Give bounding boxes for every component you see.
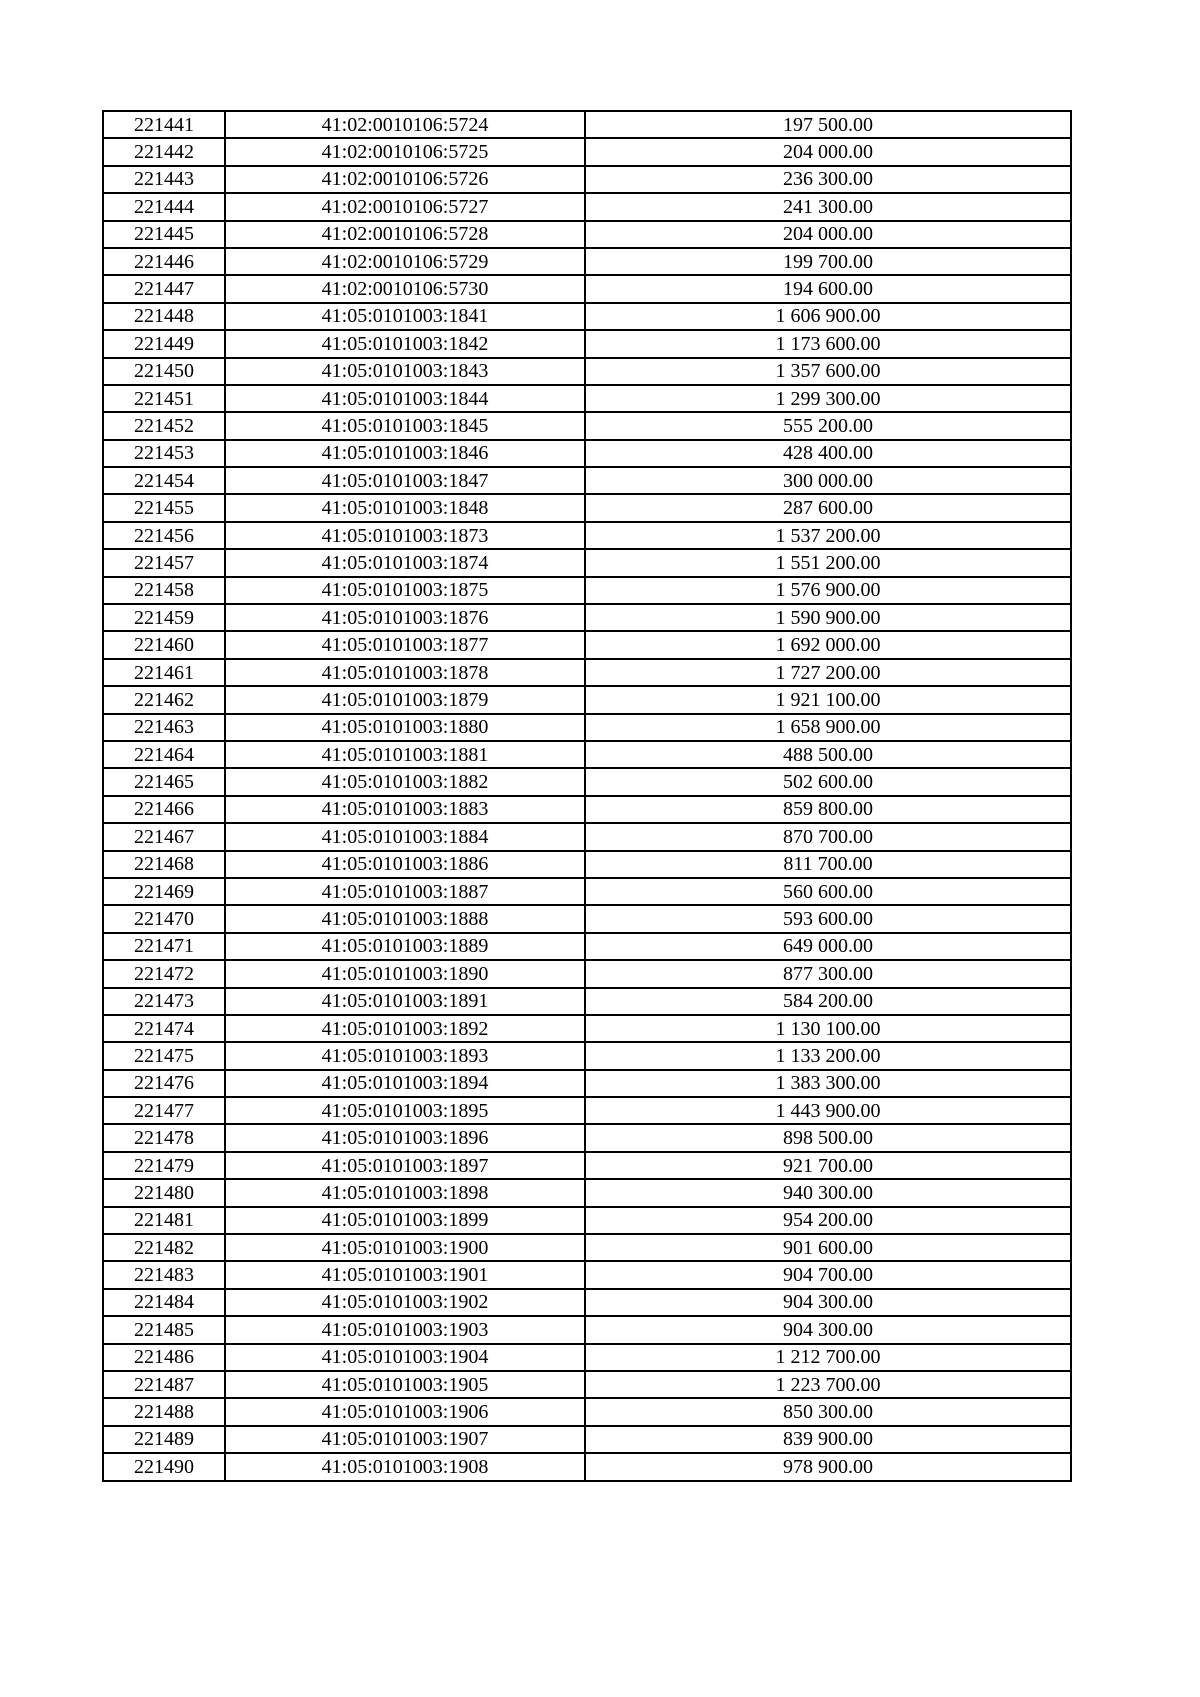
cadastral-value-cell: 197 500.00 (585, 111, 1071, 138)
table-body (103, 111, 1071, 1481)
cadastral-value-cell: 1 921 100.00 (585, 686, 1071, 713)
cadastral-value-cell: 1 576 900.00 (585, 577, 1071, 604)
table-row (103, 878, 1071, 905)
cadastral-number-cell: 41:05:0101003:1894 (225, 1070, 585, 1097)
cadastral-value-cell: 241 300.00 (585, 193, 1071, 220)
row-number-cell: 221460 (103, 631, 225, 658)
row-number-cell: 221468 (103, 851, 225, 878)
cadastral-number-cell: 41:02:0010106:5727 (225, 193, 585, 220)
row-number-cell: 221461 (103, 659, 225, 686)
table-row (103, 905, 1071, 932)
cadastral-number-cell: 41:05:0101003:1847 (225, 467, 585, 494)
table-row (103, 330, 1071, 357)
cadastral-number-cell: 41:05:0101003:1893 (225, 1042, 585, 1069)
cadastral-value-cell: 502 600.00 (585, 768, 1071, 795)
cadastral-number-cell: 41:05:0101003:1878 (225, 659, 585, 686)
cadastral-number-cell: 41:05:0101003:1899 (225, 1207, 585, 1234)
cadastral-value-cell: 1 212 700.00 (585, 1344, 1071, 1371)
cadastral-number-cell: 41:05:0101003:1892 (225, 1015, 585, 1042)
cadastral-value-cell: 870 700.00 (585, 823, 1071, 850)
row-number-cell: 221489 (103, 1426, 225, 1453)
row-number-cell: 221449 (103, 330, 225, 357)
table-row (103, 221, 1071, 248)
cadastral-value-cell: 1 658 900.00 (585, 714, 1071, 741)
table-row (103, 1124, 1071, 1151)
table-row (103, 111, 1071, 138)
row-number-cell: 221473 (103, 988, 225, 1015)
cadastral-number-cell: 41:05:0101003:1889 (225, 933, 585, 960)
row-number-cell: 221464 (103, 741, 225, 768)
row-number-cell: 221448 (103, 303, 225, 330)
cadastral-number-cell: 41:05:0101003:1908 (225, 1453, 585, 1480)
cadastral-value-cell: 428 400.00 (585, 440, 1071, 467)
row-number-cell: 221466 (103, 796, 225, 823)
cadastral-value-cell: 593 600.00 (585, 905, 1071, 932)
row-number-cell: 221475 (103, 1042, 225, 1069)
row-number-cell: 221485 (103, 1316, 225, 1343)
row-number-cell: 221441 (103, 111, 225, 138)
table-row (103, 522, 1071, 549)
cadastral-number-cell: 41:05:0101003:1904 (225, 1344, 585, 1371)
cadastral-value-cell: 1 130 100.00 (585, 1015, 1071, 1042)
table-row (103, 1316, 1071, 1343)
cadastral-value-cell: 560 600.00 (585, 878, 1071, 905)
row-number-cell: 221445 (103, 221, 225, 248)
table-row (103, 166, 1071, 193)
row-number-cell: 221462 (103, 686, 225, 713)
row-number-cell: 221442 (103, 138, 225, 165)
cadastral-number-cell: 41:05:0101003:1905 (225, 1371, 585, 1398)
cadastral-value-cell: 1 223 700.00 (585, 1371, 1071, 1398)
cadastral-number-cell: 41:05:0101003:1897 (225, 1152, 585, 1179)
table-row (103, 1152, 1071, 1179)
cadastral-number-cell: 41:05:0101003:1875 (225, 577, 585, 604)
cadastral-value-cell: 1 383 300.00 (585, 1070, 1071, 1097)
cadastral-number-cell: 41:05:0101003:1879 (225, 686, 585, 713)
row-number-cell: 221488 (103, 1398, 225, 1425)
row-number-cell: 221457 (103, 549, 225, 576)
cadastral-number-cell: 41:05:0101003:1843 (225, 358, 585, 385)
cadastral-value-cell: 584 200.00 (585, 988, 1071, 1015)
cadastral-value-cell: 300 000.00 (585, 467, 1071, 494)
cadastral-value-cell: 287 600.00 (585, 494, 1071, 521)
table-row (103, 1398, 1071, 1425)
row-number-cell: 221480 (103, 1179, 225, 1206)
row-number-cell: 221458 (103, 577, 225, 604)
row-number-cell: 221476 (103, 1070, 225, 1097)
table-row (103, 1344, 1071, 1371)
cadastral-number-cell: 41:05:0101003:1907 (225, 1426, 585, 1453)
table-row (103, 303, 1071, 330)
cadastral-value-cell: 839 900.00 (585, 1426, 1071, 1453)
cadastral-number-cell: 41:05:0101003:1877 (225, 631, 585, 658)
cadastral-value-cell: 488 500.00 (585, 741, 1071, 768)
row-number-cell: 221465 (103, 768, 225, 795)
cadastral-number-cell: 41:05:0101003:1886 (225, 851, 585, 878)
table-row (103, 686, 1071, 713)
cadastral-value-cell: 901 600.00 (585, 1234, 1071, 1261)
table-row (103, 933, 1071, 960)
cadastral-value-cell: 940 300.00 (585, 1179, 1071, 1206)
cadastral-number-cell: 41:02:0010106:5724 (225, 111, 585, 138)
table-row (103, 1426, 1071, 1453)
row-number-cell: 221451 (103, 385, 225, 412)
table-row (103, 1453, 1071, 1480)
table-row (103, 385, 1071, 412)
table-row (103, 823, 1071, 850)
cadastral-value-cell: 1 606 900.00 (585, 303, 1071, 330)
cadastral-number-cell: 41:05:0101003:1873 (225, 522, 585, 549)
table-row (103, 275, 1071, 302)
row-number-cell: 221456 (103, 522, 225, 549)
table-row (103, 494, 1071, 521)
table-row (103, 604, 1071, 631)
cadastral-number-cell: 41:05:0101003:1884 (225, 823, 585, 850)
cadastral-number-cell: 41:05:0101003:1902 (225, 1289, 585, 1316)
cadastral-number-cell: 41:05:0101003:1881 (225, 741, 585, 768)
cadastral-value-cell: 649 000.00 (585, 933, 1071, 960)
cadastral-number-cell: 41:05:0101003:1880 (225, 714, 585, 741)
cadastral-number-cell: 41:05:0101003:1841 (225, 303, 585, 330)
table-row (103, 549, 1071, 576)
row-number-cell: 221490 (103, 1453, 225, 1480)
table-row (103, 467, 1071, 494)
cadastral-number-cell: 41:05:0101003:1906 (225, 1398, 585, 1425)
table-row (103, 1179, 1071, 1206)
table-row (103, 440, 1071, 467)
table-row (103, 988, 1071, 1015)
cadastral-value-cell: 236 300.00 (585, 166, 1071, 193)
table-row (103, 1234, 1071, 1261)
row-number-cell: 221474 (103, 1015, 225, 1042)
row-number-cell: 221483 (103, 1261, 225, 1288)
table-row (103, 714, 1071, 741)
cadastral-number-cell: 41:05:0101003:1883 (225, 796, 585, 823)
table-row (103, 659, 1071, 686)
row-number-cell: 221454 (103, 467, 225, 494)
cadastral-number-cell: 41:05:0101003:1901 (225, 1261, 585, 1288)
row-number-cell: 221471 (103, 933, 225, 960)
row-number-cell: 221459 (103, 604, 225, 631)
row-number-cell: 221444 (103, 193, 225, 220)
row-number-cell: 221467 (103, 823, 225, 850)
cadastral-value-cell: 859 800.00 (585, 796, 1071, 823)
row-number-cell: 221472 (103, 960, 225, 987)
cadastral-number-cell: 41:05:0101003:1890 (225, 960, 585, 987)
cadastral-value-cell: 921 700.00 (585, 1152, 1071, 1179)
cadastral-value-cell: 194 600.00 (585, 275, 1071, 302)
cadastral-number-cell: 41:05:0101003:1887 (225, 878, 585, 905)
table-row (103, 193, 1071, 220)
cadastral-value-cell: 199 700.00 (585, 248, 1071, 275)
table-row (103, 631, 1071, 658)
cadastral-value-cell: 904 700.00 (585, 1261, 1071, 1288)
table-row (103, 248, 1071, 275)
row-number-cell: 221479 (103, 1152, 225, 1179)
cadastral-value-cell: 1 692 000.00 (585, 631, 1071, 658)
table-row (103, 1207, 1071, 1234)
cadastral-number-cell: 41:05:0101003:1891 (225, 988, 585, 1015)
row-number-cell: 221481 (103, 1207, 225, 1234)
cadastral-value-cell: 555 200.00 (585, 412, 1071, 439)
row-number-cell: 221478 (103, 1124, 225, 1151)
cadastral-value-cell: 204 000.00 (585, 221, 1071, 248)
cadastral-number-cell: 41:05:0101003:1882 (225, 768, 585, 795)
table-row (103, 796, 1071, 823)
cadastral-value-cell: 1 537 200.00 (585, 522, 1071, 549)
cadastral-value-cell: 204 000.00 (585, 138, 1071, 165)
row-number-cell: 221455 (103, 494, 225, 521)
cadastral-number-cell: 41:05:0101003:1876 (225, 604, 585, 631)
cadastral-number-cell: 41:02:0010106:5726 (225, 166, 585, 193)
table-row (103, 768, 1071, 795)
cadastral-number-cell: 41:05:0101003:1874 (225, 549, 585, 576)
table-row (103, 1070, 1071, 1097)
cadastral-number-cell: 41:05:0101003:1846 (225, 440, 585, 467)
table-row (103, 412, 1071, 439)
cadastral-number-cell: 41:05:0101003:1900 (225, 1234, 585, 1261)
table-row (103, 851, 1071, 878)
cadastral-value-cell: 898 500.00 (585, 1124, 1071, 1151)
row-number-cell: 221450 (103, 358, 225, 385)
cadastral-number-cell: 41:02:0010106:5729 (225, 248, 585, 275)
cadastral-value-cell: 850 300.00 (585, 1398, 1071, 1425)
table-row (103, 960, 1071, 987)
cadastral-number-cell: 41:02:0010106:5730 (225, 275, 585, 302)
cadastral-value-cell: 1 551 200.00 (585, 549, 1071, 576)
cadastral-value-cell: 1 443 900.00 (585, 1097, 1071, 1124)
cadastral-value-cell: 1 590 900.00 (585, 604, 1071, 631)
cadastral-number-cell: 41:05:0101003:1898 (225, 1179, 585, 1206)
cadastral-value-cell: 1 357 600.00 (585, 358, 1071, 385)
table-row (103, 358, 1071, 385)
row-number-cell: 221447 (103, 275, 225, 302)
row-number-cell: 221463 (103, 714, 225, 741)
row-number-cell: 221446 (103, 248, 225, 275)
cadastral-number-cell: 41:05:0101003:1896 (225, 1124, 585, 1151)
row-number-cell: 221453 (103, 440, 225, 467)
row-number-cell: 221482 (103, 1234, 225, 1261)
cadastral-value-cell: 877 300.00 (585, 960, 1071, 987)
table-row (103, 1042, 1071, 1069)
row-number-cell: 221484 (103, 1289, 225, 1316)
cadastral-number-cell: 41:05:0101003:1845 (225, 412, 585, 439)
table-row (103, 1015, 1071, 1042)
cadastral-value-cell: 811 700.00 (585, 851, 1071, 878)
cadastral-number-cell: 41:05:0101003:1903 (225, 1316, 585, 1343)
cadastral-value-cell: 904 300.00 (585, 1316, 1071, 1343)
table-row (103, 1261, 1071, 1288)
cadastral-value-cell: 1 173 600.00 (585, 330, 1071, 357)
cadastral-value-cell: 1 299 300.00 (585, 385, 1071, 412)
row-number-cell: 221452 (103, 412, 225, 439)
table-row (103, 1289, 1071, 1316)
cadastral-value-cell: 954 200.00 (585, 1207, 1071, 1234)
table-row (103, 1371, 1071, 1398)
cadastral-number-cell: 41:05:0101003:1842 (225, 330, 585, 357)
table-row (103, 1097, 1071, 1124)
cadastral-number-cell: 41:05:0101003:1848 (225, 494, 585, 521)
row-number-cell: 221443 (103, 166, 225, 193)
cadastral-value-cell: 904 300.00 (585, 1289, 1071, 1316)
table-row (103, 138, 1071, 165)
cadastral-value-cell: 1 133 200.00 (585, 1042, 1071, 1069)
cadastral-number-cell: 41:05:0101003:1844 (225, 385, 585, 412)
row-number-cell: 221470 (103, 905, 225, 932)
table-row (103, 741, 1071, 768)
cadastral-number-cell: 41:02:0010106:5728 (225, 221, 585, 248)
cadastral-number-cell: 41:05:0101003:1888 (225, 905, 585, 932)
cadastral-number-cell: 41:02:0010106:5725 (225, 138, 585, 165)
cadastral-value-table (102, 110, 1072, 1482)
row-number-cell: 221487 (103, 1371, 225, 1398)
cadastral-value-cell: 1 727 200.00 (585, 659, 1071, 686)
cadastral-value-cell: 978 900.00 (585, 1453, 1071, 1480)
row-number-cell: 221477 (103, 1097, 225, 1124)
row-number-cell: 221486 (103, 1344, 225, 1371)
row-number-cell: 221469 (103, 878, 225, 905)
table-row (103, 577, 1071, 604)
cadastral-number-cell: 41:05:0101003:1895 (225, 1097, 585, 1124)
